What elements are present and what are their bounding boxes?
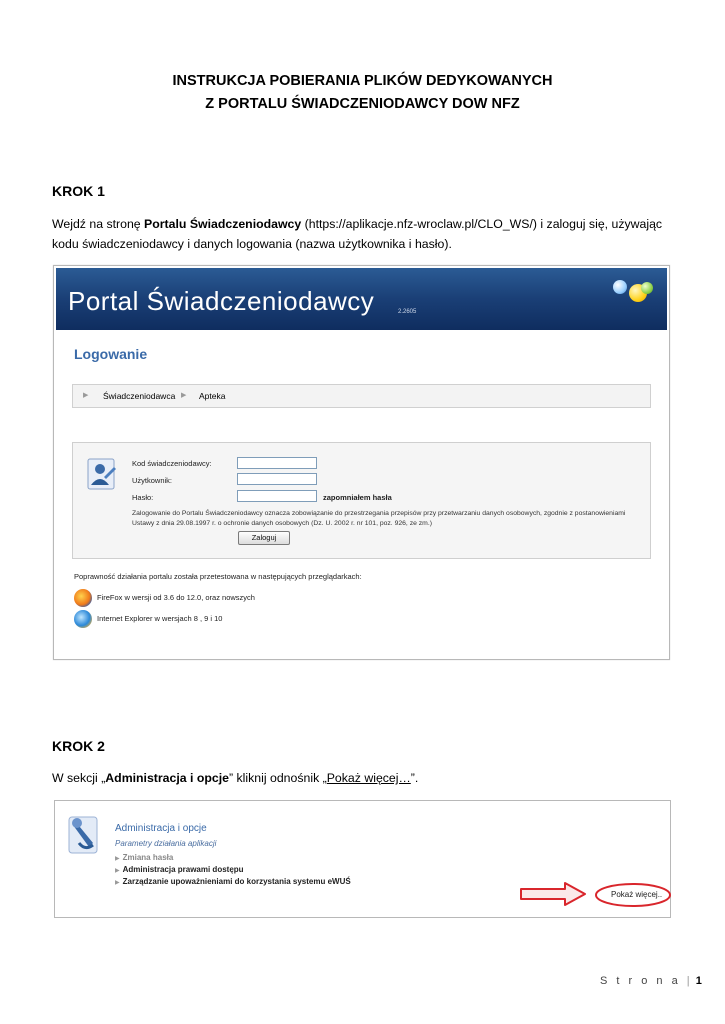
step-1-heading: KROK 1 — [52, 183, 105, 199]
browsers-intro: Poprawność działania portalu została przetestowana w następujących przeglądarkach: — [74, 572, 362, 581]
step-1-text-b: (https://aplikacje.nfz-wroclaw.pl/CLO_WS/) i zaloguj się, używając kodu świadczeniodawcy i danych logowania (nazwa użytkownika i hasło). — [52, 217, 663, 251]
title-line-2: Z PORTALU ŚWIADCZENIODAWCY DOW NFZ — [205, 96, 520, 112]
admin-screenshot — [54, 800, 671, 918]
firefox-icon — [74, 589, 92, 607]
admin-tools-icon — [65, 813, 103, 857]
page-footer — [600, 975, 702, 987]
step-2-link-text: Pokaż więcej… — [326, 771, 411, 785]
login-form — [72, 442, 651, 559]
privacy-note: Zalogowanie do Portalu Świadczeniodawcy oznacza zobowiązanie do przestrzegania przepisów przy przetwarzaniu danych osobowych, zgodnie z postanowieniami Ustawy z dnia 29.08.1997 r. o ochronie danych osobowych (Dz. U. 2002 r. nr 101, poz. 926, ze zm.) — [132, 510, 626, 527]
nav-item-apteka[interactable]: Apteka — [199, 391, 226, 401]
firefox-support: FireFox w wersji od 3.6 do 12.0, oraz nowszych — [97, 593, 255, 602]
nav-arrow-icon: ▶ — [83, 392, 89, 399]
label-user: Użytkownik: — [132, 476, 173, 485]
admin-item-label: Zmiana hasła — [122, 853, 174, 862]
step-2-text-c: ”. — [410, 771, 419, 785]
admin-item-access-rights[interactable] — [115, 865, 244, 874]
user-login-icon — [86, 457, 118, 491]
step-1-text-a: Wejdź na stronę — [52, 217, 145, 231]
portal-banner-title: Portal Świadczeniodawcy — [68, 286, 375, 316]
step-1-paragraph — [52, 214, 672, 254]
document-title — [0, 70, 725, 116]
ie-icon — [74, 610, 92, 628]
nav-arrow-icon: ▶ — [181, 392, 187, 399]
login-heading: Logowanie — [74, 346, 148, 362]
step-2-text-bold: Administracja i opcje — [105, 771, 229, 785]
step-1-text-bold: Portalu Świadczeniodawcy — [144, 217, 302, 231]
admin-item-change-password[interactable] — [115, 853, 173, 862]
admin-section-title[interactable]: Administracja i opcje — [115, 823, 207, 834]
portal-banner — [56, 268, 667, 330]
admin-item-label: Administracja prawami dostępu — [122, 865, 244, 874]
login-screenshot — [53, 265, 670, 660]
code-input[interactable] — [237, 457, 317, 469]
footer-separator: | — [686, 975, 690, 987]
login-nav-bar — [72, 384, 651, 408]
nav-item-swiadczeniodawca[interactable]: Świadczeniodawca — [103, 391, 176, 401]
password-input[interactable] — [237, 490, 317, 502]
page-number: 1 — [695, 975, 702, 987]
admin-section-subtitle: Parametry działania aplikacji — [115, 839, 217, 848]
label-code: Kod świadczeniodawcy: — [132, 459, 212, 468]
title-line-1: INSTRUKCJA POBIERANIA PLIKÓW DEDYKOWANYCH — [172, 73, 553, 89]
logo-balls-icon — [607, 280, 657, 310]
step-2-text-b: ” kliknij odnośnik „ — [229, 771, 327, 785]
step-2-heading: KROK 2 — [52, 738, 105, 754]
label-password: Hasło: — [132, 493, 154, 502]
login-button[interactable]: Zaloguj — [238, 531, 290, 545]
footer-label: S t r o n a — [600, 975, 681, 987]
step-2-text-a: W sekcji „ — [52, 771, 106, 785]
portal-version: 2.2605 — [398, 309, 417, 315]
admin-item-ewus-authorizations[interactable] — [115, 877, 351, 886]
bullet-arrow-icon: ▶ — [115, 868, 120, 874]
admin-item-label: Zarządzanie upoważnieniami do korzystania systemu eWUŚ — [122, 877, 351, 886]
bullet-arrow-icon: ▶ — [115, 880, 120, 886]
step-2-paragraph — [52, 768, 672, 788]
red-arrow-annotation-icon — [519, 881, 589, 907]
forgot-password-link[interactable]: zapomniałem hasła — [323, 493, 392, 502]
ie-support: Internet Explorer w wersjach 8 , 9 i 10 — [97, 614, 223, 623]
show-more-link[interactable]: Pokaż więcej.. — [611, 890, 663, 899]
bullet-arrow-icon: ▶ — [115, 856, 120, 862]
user-input[interactable] — [237, 473, 317, 485]
